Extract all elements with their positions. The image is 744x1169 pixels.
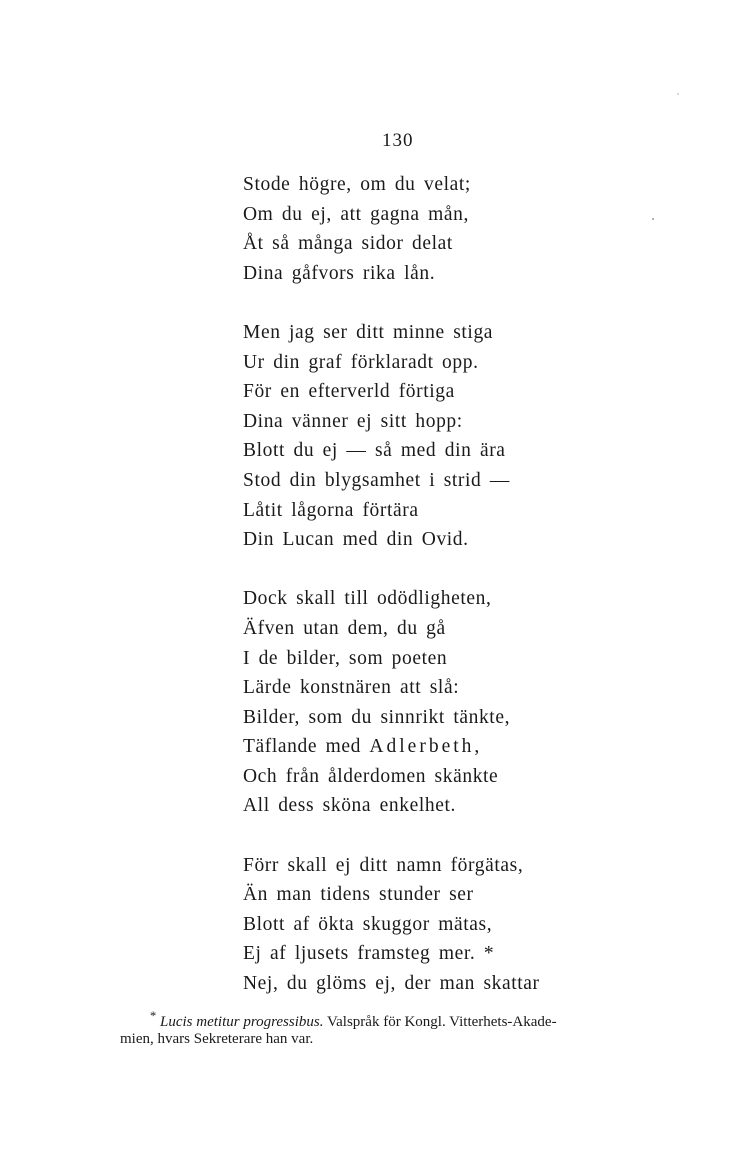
poem-line: All dess sköna enkelhet. [243, 795, 456, 817]
poem-line: Stode högre, om du velat; [243, 174, 471, 195]
footnote-line-2: mien, hvars Sekreterare han var. [120, 1031, 314, 1047]
poem-line: Bilder, som du sinnrikt tänkte, [243, 706, 511, 728]
poem-line: Dina gåfvors rika lån. [243, 262, 436, 284]
poem-line: Ej af ljusets framsteg mer. * [243, 943, 495, 965]
poem-line: Äfven utan dem, du gå [243, 617, 446, 639]
poem-line: Din Lucan med din Ovid. [243, 529, 469, 551]
poem-line: Blott af ökta skuggor mätas, [243, 913, 493, 935]
stanza-1 [243, 170, 540, 288]
poem [243, 170, 540, 999]
poem-line: För en efterverld förtiga [243, 381, 455, 403]
footnote-latin-motto: Lucis metitur progressibus. [160, 1014, 324, 1030]
poem-line: Låtit lågorna förtära [243, 499, 419, 521]
poem-line: Dina vänner ej sitt hopp: [243, 410, 463, 432]
paper-speck [677, 93, 679, 95]
poem-line: Stod din blygsamhet i strid — [243, 469, 510, 491]
poem-line: Åt så många sidor delat [243, 233, 453, 255]
stanza-break [243, 555, 540, 585]
page-number: 130 [382, 130, 414, 151]
poem-line: Lärde konstnären att slå: [243, 677, 460, 699]
footnote-marker: * [150, 1009, 157, 1023]
poem-line: Än man tidens stunder ser [243, 884, 474, 906]
poem-line [243, 732, 540, 762]
stanza-break [243, 288, 540, 318]
stanza-2 [243, 318, 540, 555]
poem-line: Blott du ej — så med din ära [243, 440, 506, 462]
poem-line: Men jag ser ditt minne stiga [243, 321, 494, 343]
footnote-text: Valspråk för Kongl. Vitterhets-Akade- [326, 1014, 557, 1030]
paper-speck [652, 218, 654, 220]
poem-line: Förr skall ej ditt namn förgätas, [243, 854, 524, 876]
stanza-break [243, 821, 540, 851]
poem-line: Ur din graf förklaradt opp. [243, 351, 479, 373]
poem-line: Och från ålderdomen skänkte [243, 765, 499, 787]
poem-line: I de bilder, som poeten [243, 647, 448, 669]
poem-line: Dock skall till odödligheten, [243, 588, 492, 610]
poem-line-text: Täflande med [243, 736, 361, 758]
poem-line: Nej, du glöms ej, der man skattar [243, 973, 540, 995]
person-name: Adlerbeth, [369, 736, 483, 758]
stanza-4 [243, 851, 540, 999]
poem-line: Om du ej, att gagna mån, [243, 203, 469, 225]
stanza-3 [243, 584, 540, 821]
